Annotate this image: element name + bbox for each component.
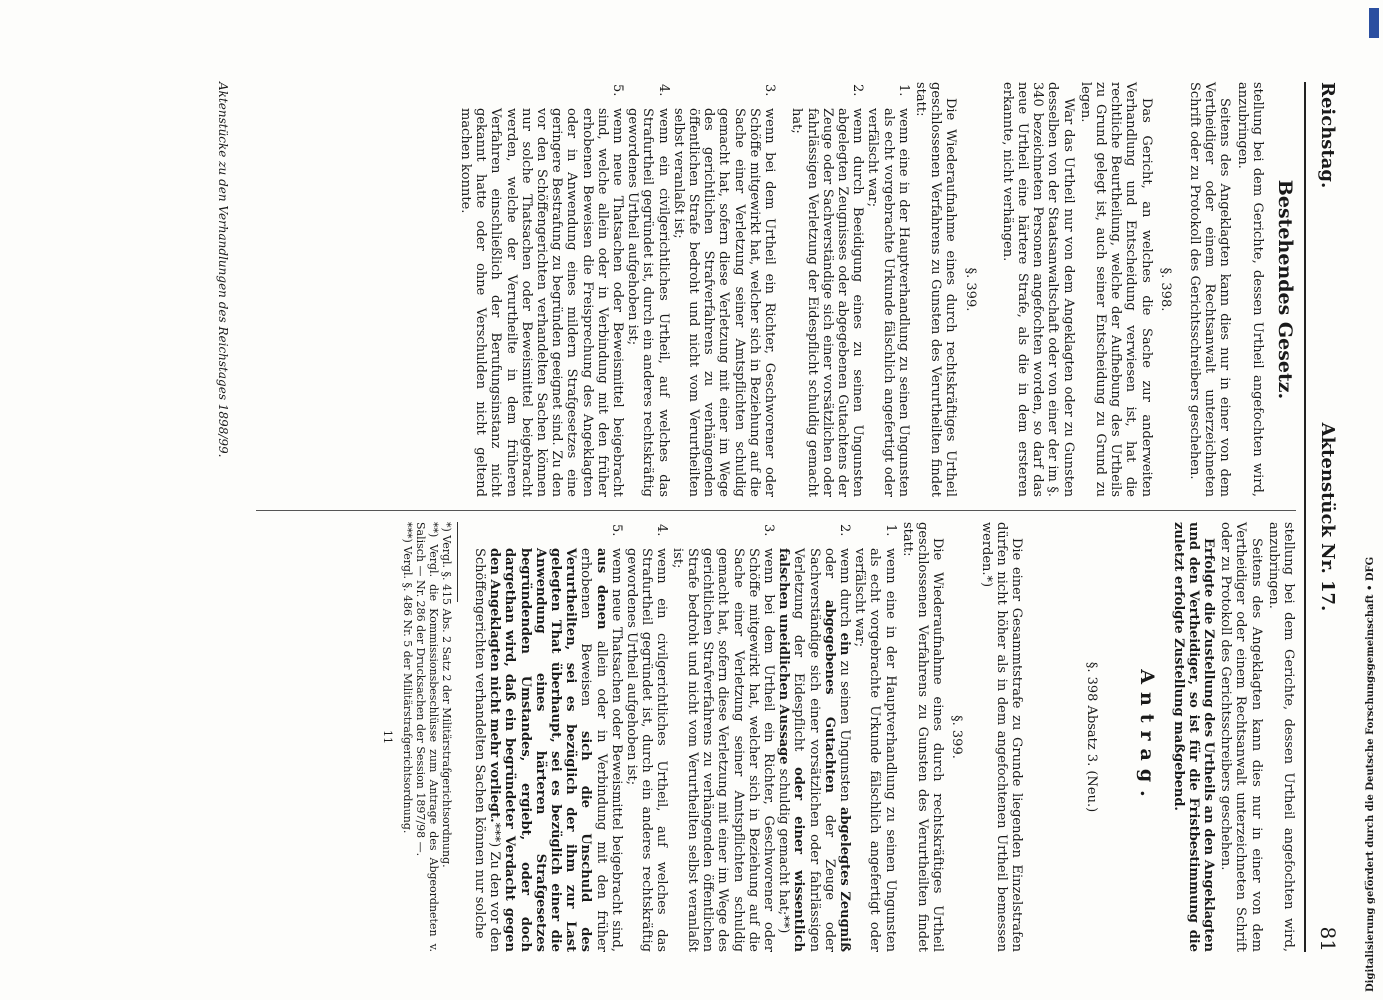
right-item-1 — [852, 522, 898, 952]
item-text: wenn eine in der Hauptverhandlung zu seinen Ungunsten als echt vorgebrachte Urkunde fälschlich angefertigt oder verfälscht war; — [865, 108, 911, 497]
left-item-1 — [865, 82, 911, 497]
item-number: 1. — [882, 524, 898, 537]
right-s399-heading: §. 399. — [949, 715, 965, 759]
item-text-bold: sich die Unschuld des Verurtheilten, sei es bezüglich der ihm zur Last gelegten That überhaupt, sei es bezüglich einer die Anwendung eines härteren Strafgesetzes begründenden Umstandes, ergiebt, oder doch dargethan wird, daß ein begründeter Verdacht gegen den Angeklagten nicht mehr vorliegt. — [487, 548, 594, 952]
item-number: 2. — [836, 524, 852, 537]
item-number: 5. — [608, 524, 624, 537]
footnote-3: ***) Vergl. §. 486 Nr. 5 der Militärstrafgerichtsordnung. — [400, 522, 414, 834]
item-text-bold: ein — [836, 632, 852, 656]
left-item-3 — [671, 82, 777, 497]
item-text-mid: zu seinen Ungunsten — [836, 655, 852, 807]
digitization-note: Digitalisierung gefördert durch die Deutsche Forschungsgemeinschaft • DFG — [1365, 556, 1376, 992]
item-text: wenn bei dem Urtheil ein Richter, Geschworener oder Schöffe mitgewirkt hat, welcher sich in Beziehung auf die Sache einer Verletzung seiner Amtspflichten schuldig gemacht hat, sofern diese Verletzung mit einer im Wege des gerichtlichen Strafverfahrens zu verhängenden öffentlichen Strafe bedroht und nicht vom Verurtheilten selbst veranlaßt ist; — [670, 108, 778, 497]
right-column-title: Antrag. — [1136, 669, 1159, 805]
item-text-mid: oder — [821, 548, 837, 600]
item-text: wenn durch Beeidigung eines zu seinen Ungunsten abgelegten Zeugnisses oder abgegebenen Gutachtens der Zeuge oder Sachverständige sich einer vorsätzlichen oder fahrlässigen Verletzung der Eidespflicht schuldig gemacht hat; — [789, 108, 866, 497]
item-number: 3. — [760, 524, 776, 537]
item-number: 4. — [654, 524, 670, 537]
right-s398-paragraph: Die einer Gesammtstrafe zu Grunde liegenden Einzelstrafen dürfen nicht höher als in dem angefochtenen Urtheil bemessen werden.*) — [978, 522, 1024, 952]
right-s398-heading: §. 398 Absatz 3. (Neu.) — [1084, 661, 1100, 813]
item-text: wenn neue Thatsachen oder Beweismittel beigebracht sind, welche allein oder in Verbindung mit den früher erhobenen Beweisen die Freisprechung des Angeklagten oder in Anwendung eines mildern Strafgesetzes eine geringere Bestrafung zu begründen geeignet sind. Zu den vor den Schöffengerichten verhandelten Sachen können nur solche Thatsachen oder Beweismittel beigebracht werden, welche der Verurtheilte in dem früheren Verfahren einschließlich der Berufungsinstanz nicht gekannt hatte oder ohne Verschulden nicht geltend machen konnte. — [458, 108, 626, 497]
footnote-rule — [457, 522, 458, 602]
right-intro: stellung bei dem Gerichte, dessen Urtheil angefochten wird, anzubringen. — [1265, 522, 1296, 952]
left-s399-heading: §. 399. — [962, 267, 978, 312]
left-intro: stellung bei dem Gerichte, dessen Urtheil angefochten wird, anzubringen. — [1234, 82, 1265, 497]
left-item-2 — [789, 82, 865, 497]
right-item-5 — [472, 522, 624, 952]
left-item-4 — [625, 82, 671, 497]
left-s399-intro: Die Wiederaufnahme eines durch rechtskräftiges Urtheil geschlossenen Verfahrens zu Gunsten des Verurtheilten findet statt: — [912, 82, 959, 497]
right-item-3 — [670, 522, 776, 952]
item-text-bold: abgelegtes Zeugniß — [836, 806, 852, 952]
item-number: 1. — [895, 84, 911, 97]
item-text-mid: der Zeuge oder Sachverständige sich einer vorsätzlichen oder fahrlässigen Verletzung der Eidespflicht — [791, 548, 837, 952]
right-item-4 — [624, 522, 670, 952]
left-column — [458, 82, 1296, 497]
item-text: wenn ein civilgerichtliches Urtheil, auf welches das Strafurtheil gegründet ist, durch ein anderes rechtskräftig gewordenes Urtheil aufgehoben ist; — [625, 108, 671, 497]
item-text-post: schuldig gemacht hat;**) — [776, 764, 792, 934]
rotated-document-page — [50, 82, 1340, 952]
item-number: 4. — [655, 84, 671, 97]
item-text: wenn ein civilgerichtliches Urtheil, auf welches das Strafurtheil gegründet ist, durch ein anderes rechtskräftig gewordenes Urtheil aufgehoben ist; — [624, 548, 670, 952]
page-footer: Aktenstücke zu den Verhandlungen des Reichstages 1898/99. — [216, 82, 230, 458]
item-number: 5. — [610, 84, 626, 97]
right-item-2 — [776, 522, 852, 952]
item-text-post: ***) Zu den vor den Schöffengerichten verhandelten Sachen können nur solche — [472, 548, 503, 953]
right-s399-intro: Die Wiederaufnahme eines durch rechtskräftiges Urtheil geschlossenen Verfahrens zu Gunsten des Verurtheilten findet statt: — [899, 522, 946, 952]
left-s398-p2: War das Urtheil nur von dem Angeklagten oder zu Gunsten desselben von der Staatsanwaltschaft oder von einer der im §. 340 bezeichneten Personen angefochten worden, so darf das neue Urtheil eine härtere Strafe, als die in dem ersteren erkannte, nicht verhängen. — [999, 82, 1076, 497]
left-column-title: Bestehendes Gesetz. — [1274, 179, 1296, 400]
header-left: Reichstag. — [1317, 82, 1338, 189]
item-text-mid: allein oder in Verbindung mit den früher erhobenen Beweisen — [578, 548, 609, 952]
item-text-bold: aus denen — [593, 548, 609, 630]
item-text-bold: abgegebenes Gutachten — [821, 599, 837, 793]
left-item-5 — [458, 82, 625, 497]
page-header — [1312, 82, 1340, 952]
footnote-1: *) Vergl. §. 415 Abs. 2 Satz 2 der Militärstrafgerichtsordnung. — [439, 522, 453, 868]
item-number: 2. — [850, 84, 866, 97]
right-intro-2: Seitens des Angeklagten kann dies nur in einer von dem Vertheidiger oder einem Rechtsanwalt unterzeichneten Schrift oder zu Protokoll des Gerichtsschreibers geschehen. — [1218, 522, 1264, 952]
sheet-marker: 11 — [380, 730, 394, 744]
page-number: 81 — [1316, 926, 1340, 952]
left-s398-p1: Das Gericht, an welches die Sache zur anderweiten Verhandlung und Entscheidung verwiesen ist, hat die rechtliche Beurtheilung, welche der Aufhebung des Urtheils zu Grund gelegt ist, auch seiner Entscheidung zu Grund zu legen. — [1077, 82, 1154, 497]
item-text-pre: wenn neue Thatsachen oder Beweismittel beigebracht sind, — [608, 548, 624, 952]
header-center: Aktenstück Nr. 17. — [1317, 422, 1338, 612]
item-text: wenn eine in der Hauptverhandlung zu seinen Ungunsten als echt vorgebrachte Urkunde fälschlich angefertigt oder verfälscht war; — [852, 548, 898, 952]
item-text-bold: oder einer wissentlich falschen uneidlichen Aussage — [776, 548, 807, 952]
item-text: wenn bei dem Urtheil ein Richter, Geschworener oder Schöffe mitgewirkt hat, welcher sich in Beziehung auf die Sache einer Verletzung seiner Amtspflichten schuldig gemacht hat, sofern diese Verletzung mit einer im Wege des gerichtlichen Strafverfahrens zu verhängenden öffentlichen Strafe bedroht und nicht vom Verurtheilten selbst veranlaßt ist; — [669, 548, 776, 952]
right-column — [380, 522, 1296, 952]
column-divider — [256, 510, 1296, 511]
item-number: 3. — [762, 84, 778, 97]
left-s398-heading: §. 398. — [1157, 267, 1173, 312]
footnote-2: **) Vergl. die Kommissionsbeschlüsse zum Antrage des Abgeordneten v. Salisch — Nr. 286 der Drucksachen der Session 1897/98 —. — [413, 522, 440, 952]
right-bold-paragraph: Erfolgte die Zustellung des Urtheils an den Angeklagten und den Vertheidiger, so ist für die Fristbestimmung die zuletzt erfolgte Zustellung maßgebend. — [1170, 522, 1216, 952]
left-intro-2: Seitens des Angeklagten kann dies nur in einer von dem Vertheidiger oder einem Rechtsanwalt unterzeichneten Schrift oder zu Protokoll des Gerichtsschreibers geschehen. — [1186, 82, 1233, 497]
header-rule — [1304, 82, 1306, 952]
item-text-pre: wenn durch — [836, 548, 852, 633]
